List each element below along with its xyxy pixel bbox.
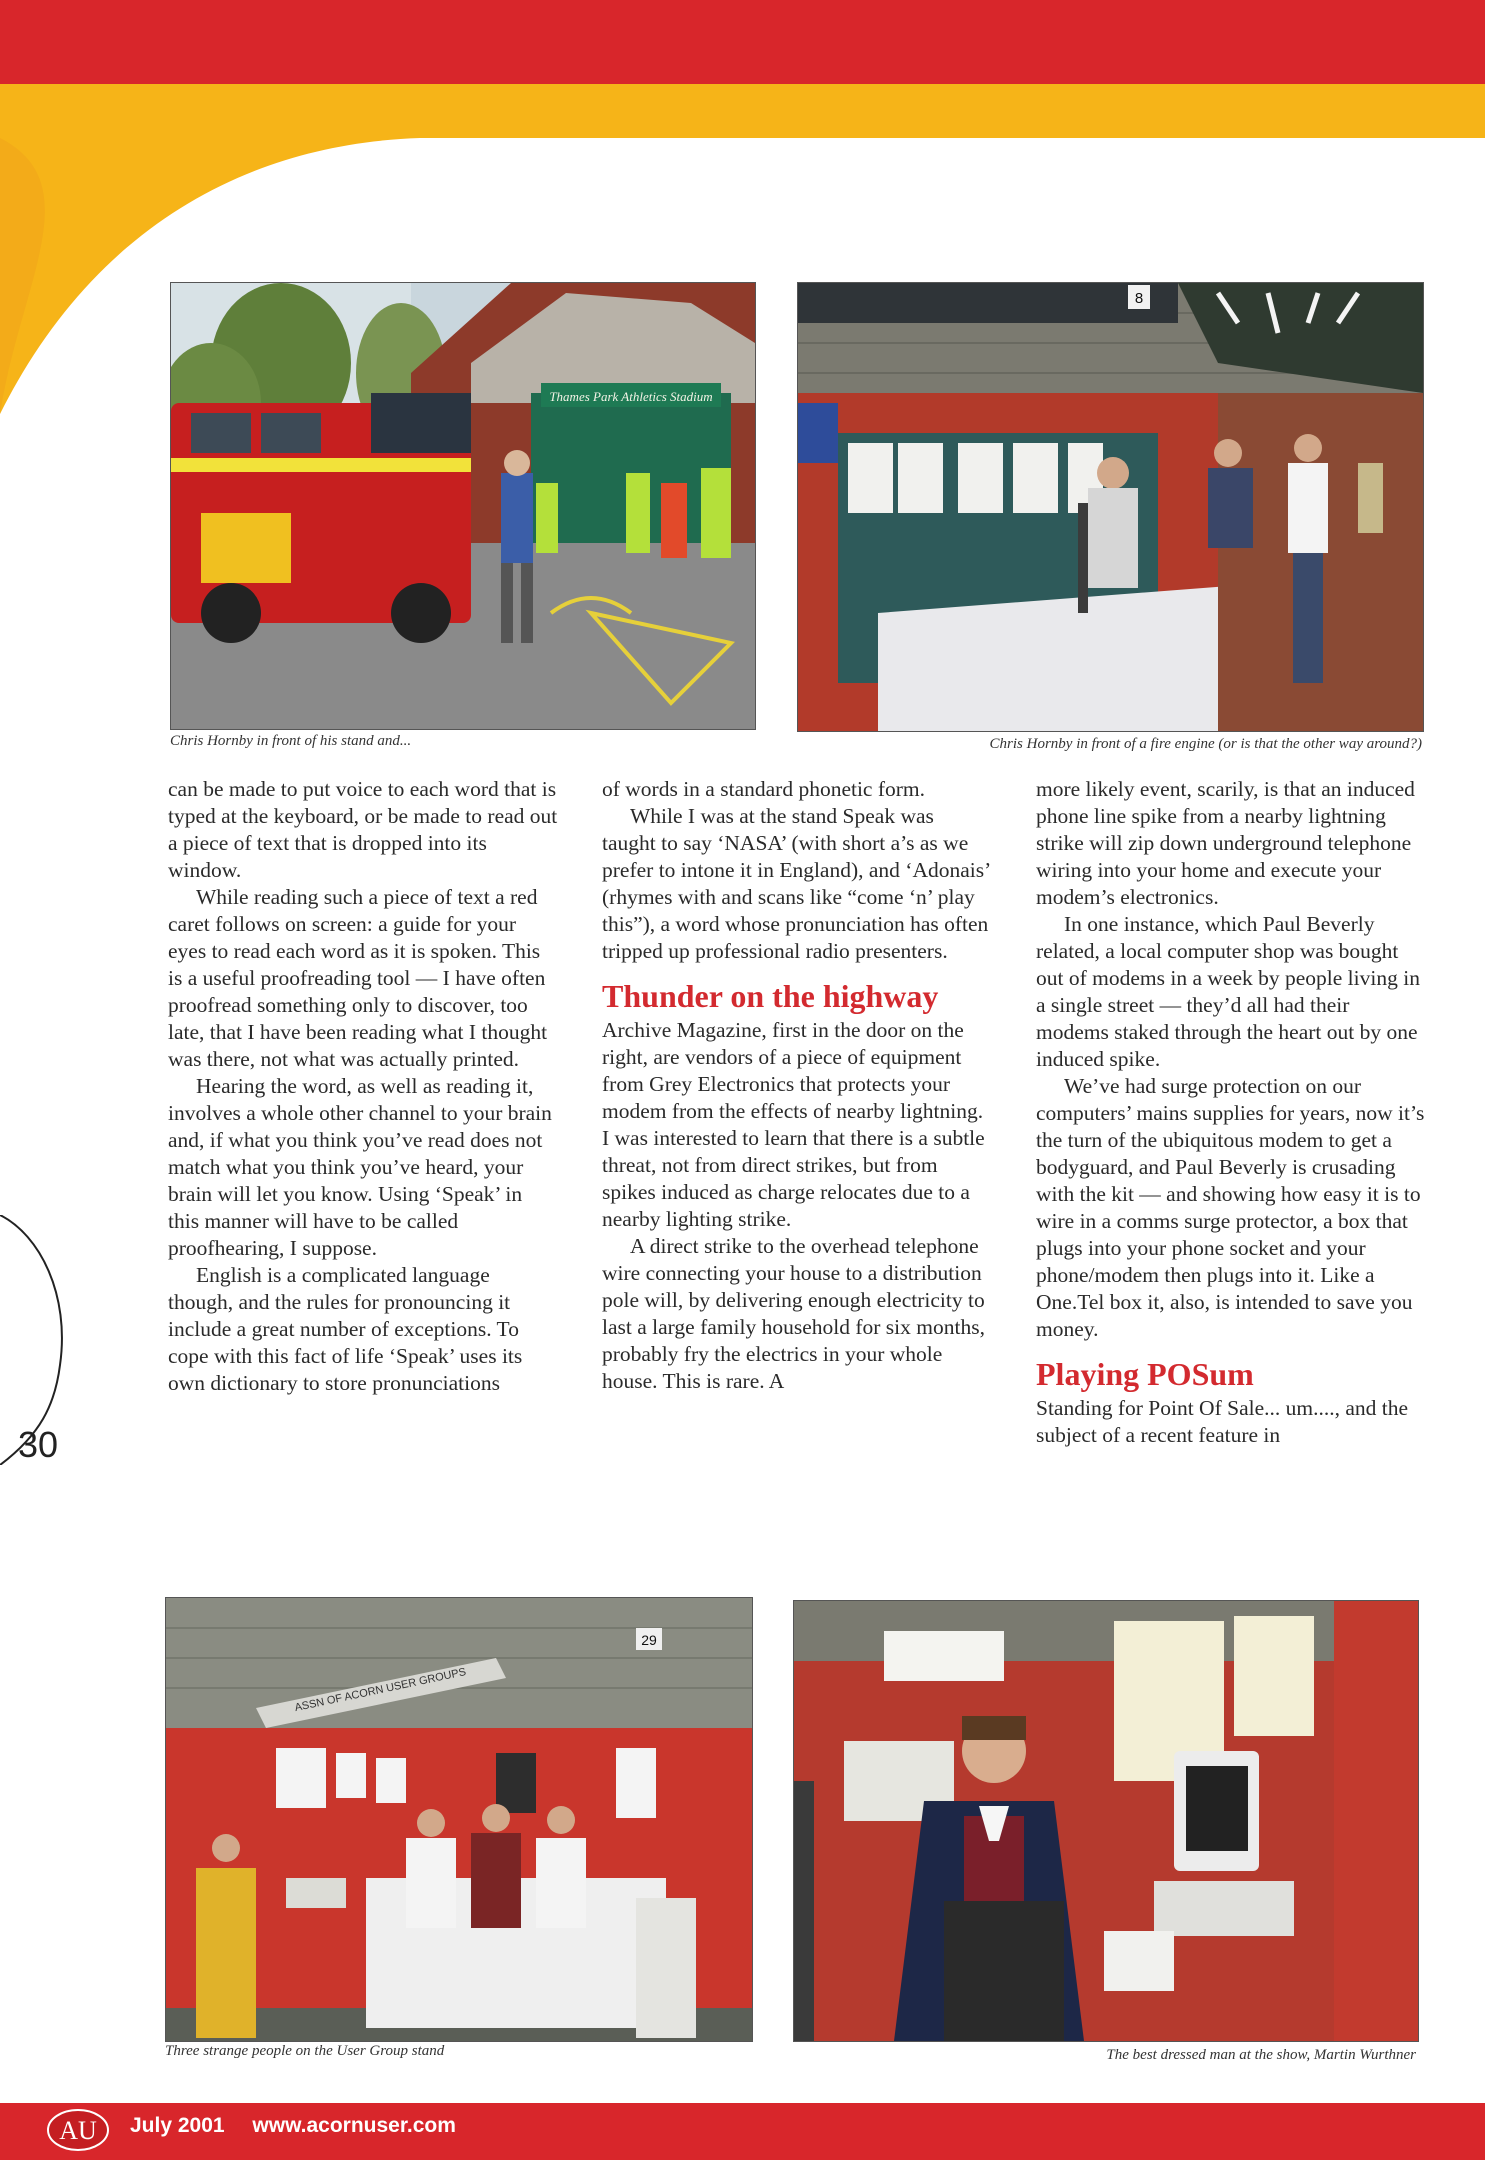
paragraph: more likely event, scarily, is that an induced phone line spike from a nearby lightning strike will zip down underground telephone wiring into your home and execute your modem’s electronics. — [1036, 777, 1415, 909]
photo-user-group-stand — [165, 1597, 753, 2042]
paragraph: We’ve had surge protection on our computers’ mains supplies for years, now it’s the turn of the ubiquitous modem to get a bodyguard, and Paul Beverly is crusading with the kit — and showing how easy it is to wire in a comms surge protector, a box that plugs into your phone socket and your phone/modem then plugs into it. Like a One.Tel box it, also, is intended to save you money. — [1036, 1074, 1425, 1341]
logo-text: AU — [59, 2116, 97, 2145]
user-group-banner: ASSN OF ACORN USER GROUPS — [293, 1666, 468, 1715]
section-heading-thunder: Thunder on the highway — [602, 978, 939, 1014]
paragraph: In one instance, which Paul Beverly related, a local computer shop was bought out of modems in a week by people living in a single street — they’d all had their modems staked through the heart out by one induced spike. — [1036, 912, 1420, 1071]
section-heading-posum: Playing POSum — [1036, 1356, 1254, 1392]
caption-top-left: Chris Hornby in front of his stand and... — [170, 733, 412, 749]
footer-text — [130, 2114, 478, 2138]
paragraph: Standing for Point Of Sale... um...., and the subject of a recent feature in — [1036, 1396, 1409, 1447]
stand-number-29: 29 — [641, 1632, 657, 1648]
caption-bottom-left: Three strange people on the User Group stand — [165, 2043, 445, 2059]
article-column-1 — [168, 776, 558, 1397]
stadium-sign: Thames Park Athletics Stadium — [549, 389, 713, 404]
photo-martin-wurthner — [793, 1600, 1419, 2042]
caption-bottom-right: The best dressed man at the show, Martin Wurthner — [1106, 2047, 1416, 2063]
top-red-bar — [0, 0, 1485, 84]
issue-date: July 2001 — [130, 2114, 225, 2137]
photo-fire-engine — [170, 282, 756, 730]
page-number: 30 — [18, 1424, 59, 1465]
paragraph: English is a complicated language though, and the rules for pronouncing it include a great number of exceptions. To cope with this fact of life ‘Speak’ uses its own dictionary to store pronunciations — [168, 1263, 523, 1395]
photo-stand-8 — [797, 282, 1424, 732]
stand-number-8: 8 — [1134, 290, 1144, 307]
paragraph: Hearing the word, as well as reading it, involves a whole other channel to your brain and, if what you think you’ve read does not match what you think you’ve heard, your brain will let you know. Using ‘Speak’ in this manner will have to be called proofhearing, I suppose. — [168, 1074, 552, 1260]
paragraph: can be made to put voice to each word that is typed at the keyboard, or be made to read out a piece of text that is dropped into its window. — [168, 777, 558, 882]
paragraph: of words in a standard phonetic form. — [602, 777, 926, 801]
paragraph: While I was at the stand Speak was taught to say ‘NASA’ (with short a’s as we prefer to intone it in England), and ‘Adonais’ (rhymes with and scans like “come ‘n’ play this”), a word whose pronunciation has often tripped up professional radio presenters. — [602, 804, 990, 963]
caption-top-right: Chris Hornby in front of a fire engine (or is that the other way around?) — [989, 736, 1422, 752]
paragraph: While reading such a piece of text a red caret follows on screen: a guide for your eyes to read each word as it is spoken. This is a useful proofreading tool — I have often proofread something only to discover, too late, that I have been reading what I thought was there, not what was actually printed. — [168, 885, 548, 1071]
paragraph: A direct strike to the overhead telephone wire connecting your house to a distribution pole will, by delivering enough electricity to last a large family household for six months, probably fry the electrics in your whole house. This is rare. A — [602, 1234, 985, 1393]
website-link[interactable]: www.acornuser.com — [252, 2114, 456, 2137]
paragraph: Archive Magazine, first in the door on the right, are vendors of a piece of equipment from Grey Electronics that protects your modem from the effects of nearby lightning. I was interested to learn that there is a subtle threat, not from direct strikes, but from spikes induced as charge relocates due to a nearby lighting strike. — [602, 1018, 985, 1231]
article-column-2 — [602, 776, 992, 1395]
article-column-3 — [1036, 776, 1426, 1449]
acorn-user-logo — [44, 2107, 114, 2153]
